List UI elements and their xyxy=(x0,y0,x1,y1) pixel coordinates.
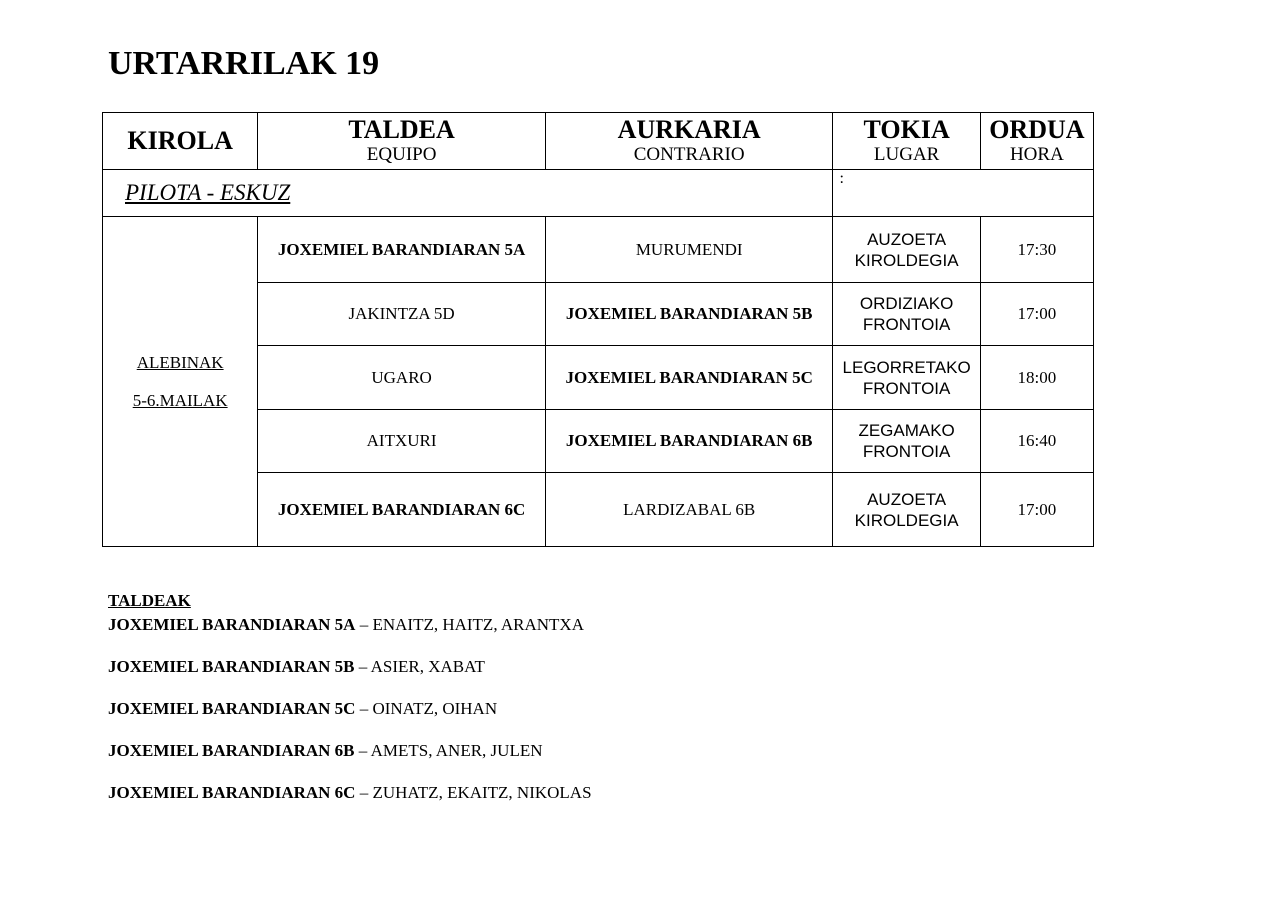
cell-ordua: 17:30 xyxy=(980,217,1093,283)
header-kirola xyxy=(103,113,258,170)
cell-tokia-line-1: LEGORRETAKO xyxy=(842,357,971,377)
team-members: – ENAITZ, HAITZ, ARANTXA xyxy=(355,615,584,634)
cell-tokia xyxy=(833,410,980,473)
cell-tokia xyxy=(833,283,980,346)
cell-tokia-line-1: AUZOETA xyxy=(867,229,947,249)
header-taldea-label: TALDEA xyxy=(348,115,455,144)
header-aurkaria xyxy=(545,113,833,170)
cell-tokia-line-2: KIROLDEGIA xyxy=(854,250,959,270)
section-colon: : xyxy=(833,170,1094,217)
header-ordua-sub: HORA xyxy=(1009,144,1064,165)
cell-taldea: JAKINTZA 5D xyxy=(258,283,546,346)
team-members: – AMETS, ANER, JULEN xyxy=(354,741,543,760)
category-line-1: ALEBINAK xyxy=(136,352,224,372)
list-item xyxy=(108,698,592,740)
header-taldea xyxy=(258,113,546,170)
section-row xyxy=(103,170,1094,217)
header-tokia xyxy=(833,113,980,170)
cell-aurkaria: JOXEMIEL BARANDIARAN 5B xyxy=(545,283,833,346)
cell-tokia-line-1: ORDIZIAKO xyxy=(859,294,954,313)
cell-taldea: AITXURI xyxy=(258,410,546,473)
team-name: JOXEMIEL BARANDIARAN 6C xyxy=(108,783,356,802)
cell-aurkaria: LARDIZABAL 6B xyxy=(545,473,833,547)
list-item xyxy=(108,614,592,656)
cell-tokia xyxy=(833,346,980,410)
category-cell xyxy=(103,217,258,547)
header-kirola-label: KIROLA xyxy=(127,126,233,155)
page-title: URTARRILAK 19 xyxy=(108,45,380,82)
teams-section xyxy=(108,590,592,824)
cell-taldea: UGARO xyxy=(258,346,546,410)
team-members: – OINATZ, OIHAN xyxy=(355,699,498,718)
team-members: – ASIER, XABAT xyxy=(354,657,485,676)
team-name: JOXEMIEL BARANDIARAN 6B xyxy=(108,741,355,760)
cell-tokia-line-2: FRONTOIA xyxy=(862,378,951,398)
section-label: PILOTA - ESKUZ xyxy=(103,170,833,217)
schedule-table xyxy=(102,112,1094,547)
header-ordua-label: ORDUA xyxy=(989,115,1085,144)
list-item xyxy=(108,740,592,782)
cell-tokia-line-2: FRONTOIA xyxy=(862,442,951,461)
cell-ordua: 17:00 xyxy=(980,473,1093,547)
header-tokia-label: TOKIA xyxy=(863,115,950,144)
header-aurkaria-label: AURKARIA xyxy=(617,115,761,144)
cell-ordua: 17:00 xyxy=(980,283,1093,346)
header-row xyxy=(103,113,1094,170)
team-name: JOXEMIEL BARANDIARAN 5A xyxy=(108,615,356,634)
team-members: – ZUHATZ, EKAITZ, NIKOLAS xyxy=(355,783,592,802)
header-tokia-sub: LUGAR xyxy=(873,144,940,165)
cell-tokia-line-1: ZEGAMAKO xyxy=(858,421,955,440)
cell-tokia-line-1: AUZOETA xyxy=(867,489,947,509)
cell-ordua: 18:00 xyxy=(980,346,1093,410)
cell-aurkaria: MURUMENDI xyxy=(545,217,833,283)
cell-tokia xyxy=(833,473,980,547)
team-name: JOXEMIEL BARANDIARAN 5C xyxy=(108,699,356,718)
teams-heading: TALDEAK xyxy=(108,591,191,610)
cell-aurkaria: JOXEMIEL BARANDIARAN 6B xyxy=(545,410,833,473)
cell-ordua: 16:40 xyxy=(980,410,1093,473)
cell-aurkaria: JOXEMIEL BARANDIARAN 5C xyxy=(545,346,833,410)
cell-taldea: JOXEMIEL BARANDIARAN 5A xyxy=(258,217,546,283)
category-line-2: 5-6.MAILAK xyxy=(132,390,228,410)
header-aurkaria-sub: CONTRARIO xyxy=(633,144,745,165)
table-row xyxy=(103,217,1094,283)
cell-tokia-line-2: KIROLDEGIA xyxy=(854,510,959,530)
header-taldea-sub: EQUIPO xyxy=(366,144,437,165)
list-item xyxy=(108,656,592,698)
list-item xyxy=(108,782,592,824)
cell-taldea: JOXEMIEL BARANDIARAN 6C xyxy=(258,473,546,547)
team-name: JOXEMIEL BARANDIARAN 5B xyxy=(108,657,355,676)
header-ordua xyxy=(980,113,1093,170)
cell-tokia-line-2: FRONTOIA xyxy=(862,315,951,334)
cell-tokia xyxy=(833,217,980,283)
